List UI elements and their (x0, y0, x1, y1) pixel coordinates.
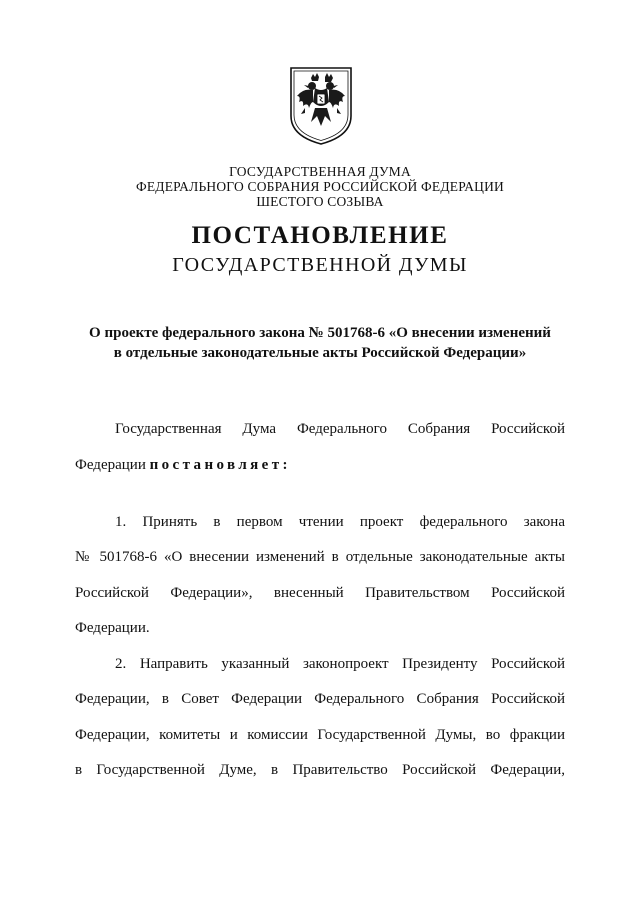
item-1-line-2: № 501768-6 «О внесении изменений в отдельные законодательные акты (75, 549, 565, 565)
subject-line-1: О проекте федерального закона № 501768-6 «О внесении изменений (89, 325, 551, 341)
parliament-name: ГОСУДАРСТВЕННАЯ ДУМА (229, 164, 411, 179)
preamble-line-1: Государственная Дума Федерального Собрания Российской (115, 421, 565, 437)
item-2-line-3: Федерации, комитеты и комиссии Государственной Думы, во фракции (75, 727, 565, 743)
preamble-line-2 (75, 457, 565, 474)
resolves-word: постановляет: (149, 457, 291, 473)
convocation: ШЕСТОГО СОЗЫВА (256, 194, 384, 209)
parliament-full-name: ФЕДЕРАЛЬНОГО СОБРАНИЯ РОССИЙСКОЙ ФЕДЕРАЦИИ (136, 179, 504, 194)
item-2-line-1: 2. Направить указанный законопроект Президенту Российской (115, 656, 565, 672)
item-2-line-4: в Государственной Думе, в Правительство Российской Федерации, (75, 762, 565, 778)
item-1-line-1: 1. Принять в первом чтении проект федерального закона (115, 514, 565, 530)
coat-of-arms-emblem (289, 66, 353, 146)
subject-line-2: в отдельные законодательные акты Российской Федерации» (113, 345, 527, 361)
item-1-line-3: Российской Федерации», внесенный Правительством Российской (75, 585, 565, 601)
item-1-line-4: Федерации. (75, 620, 150, 636)
item-2-line-2: Федерации, в Совет Федерации Федерального Собрания Российской (75, 691, 565, 707)
document-type-title: ПОСТАНОВЛЕНИЕ (191, 222, 449, 249)
preamble-prefix: Федерации (75, 457, 150, 473)
issuer-subtitle: ГОСУДАРСТВЕННОЙ ДУМЫ (172, 254, 468, 276)
